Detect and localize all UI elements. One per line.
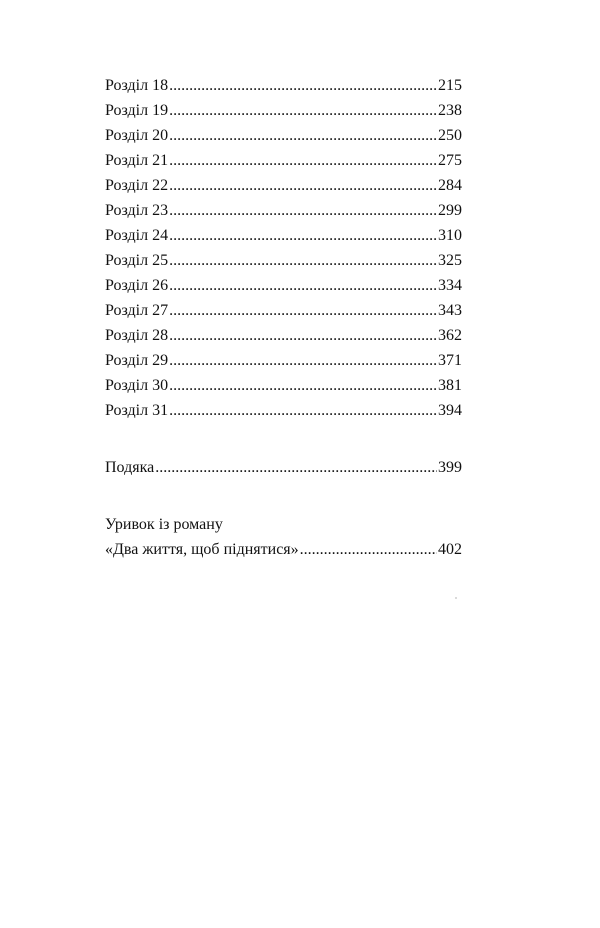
toc-entry-label: Розділ 30 bbox=[105, 377, 169, 394]
paper-speck bbox=[455, 597, 457, 599]
dot-leader bbox=[169, 73, 437, 98]
toc-entry-page: 394 bbox=[438, 402, 462, 419]
toc-entry-page: 371 bbox=[438, 352, 462, 369]
dot-leader bbox=[155, 455, 437, 480]
toc-entry bbox=[105, 123, 462, 148]
toc-entry-page: 381 bbox=[438, 377, 462, 394]
toc-entry bbox=[105, 73, 462, 98]
dot-leader bbox=[169, 148, 437, 173]
toc-entry-label: Розділ 25 bbox=[105, 252, 169, 269]
toc-entry bbox=[105, 198, 462, 223]
table-of-contents bbox=[105, 73, 462, 562]
dot-leader bbox=[169, 398, 437, 423]
toc-entry-label: Розділ 26 bbox=[105, 277, 169, 294]
toc-entry-label: Розділ 29 bbox=[105, 352, 169, 369]
dot-leader bbox=[300, 537, 437, 562]
dot-leader bbox=[169, 123, 437, 148]
dot-leader bbox=[169, 348, 437, 373]
toc-entry-label: Розділ 31 bbox=[105, 402, 169, 419]
toc-entry bbox=[105, 98, 462, 123]
toc-entry-page: 250 bbox=[438, 127, 462, 144]
dot-leader bbox=[169, 198, 437, 223]
dot-leader bbox=[169, 98, 437, 123]
toc-entry-page: 238 bbox=[438, 102, 462, 119]
toc-entry-excerpt bbox=[105, 537, 462, 562]
toc-entry-page: 275 bbox=[438, 152, 462, 169]
dot-leader bbox=[169, 223, 437, 248]
toc-entry-label: Розділ 23 bbox=[105, 202, 169, 219]
dot-leader bbox=[169, 273, 437, 298]
toc-entry-page: 343 bbox=[438, 302, 462, 319]
toc-entry bbox=[105, 273, 462, 298]
toc-entry-label: Розділ 21 bbox=[105, 152, 169, 169]
toc-entry-page: 299 bbox=[438, 202, 462, 219]
toc-entry bbox=[105, 398, 462, 423]
toc-entry bbox=[105, 248, 462, 273]
toc-entry-page: 325 bbox=[438, 252, 462, 269]
dot-leader bbox=[169, 323, 437, 348]
toc-entry-label: Подяка bbox=[105, 459, 155, 476]
toc-entry-page: 402 bbox=[438, 541, 462, 558]
spacer bbox=[105, 480, 462, 512]
excerpt-title: «Два життя, щоб піднятися» bbox=[105, 541, 299, 558]
toc-entry-page: 284 bbox=[438, 177, 462, 194]
toc-entry-page: 310 bbox=[438, 227, 462, 244]
toc-entry bbox=[105, 173, 462, 198]
toc-entry bbox=[105, 348, 462, 373]
toc-entry bbox=[105, 148, 462, 173]
excerpt-intro: Уривок із роману bbox=[105, 516, 223, 533]
toc-entry-label: Розділ 28 bbox=[105, 327, 169, 344]
toc-entry-page: 215 bbox=[438, 77, 462, 94]
toc-entry-label: Розділ 18 bbox=[105, 77, 169, 94]
toc-entry bbox=[105, 373, 462, 398]
dot-leader bbox=[169, 373, 437, 398]
toc-entry bbox=[105, 323, 462, 348]
toc-entry-label: Розділ 19 bbox=[105, 102, 169, 119]
toc-entry bbox=[105, 298, 462, 323]
toc-entry-label: Розділ 24 bbox=[105, 227, 169, 244]
toc-entry-page: 334 bbox=[438, 277, 462, 294]
dot-leader bbox=[169, 248, 437, 273]
toc-entry-acknowledgements bbox=[105, 455, 462, 480]
toc-entry-label: Розділ 20 bbox=[105, 127, 169, 144]
toc-entry-page: 399 bbox=[438, 459, 462, 476]
dot-leader bbox=[169, 298, 437, 323]
toc-entry bbox=[105, 223, 462, 248]
spacer bbox=[105, 423, 462, 455]
toc-entry-page: 362 bbox=[438, 327, 462, 344]
toc-entry-label: Розділ 27 bbox=[105, 302, 169, 319]
toc-entry-label: Розділ 22 bbox=[105, 177, 169, 194]
dot-leader bbox=[169, 173, 437, 198]
